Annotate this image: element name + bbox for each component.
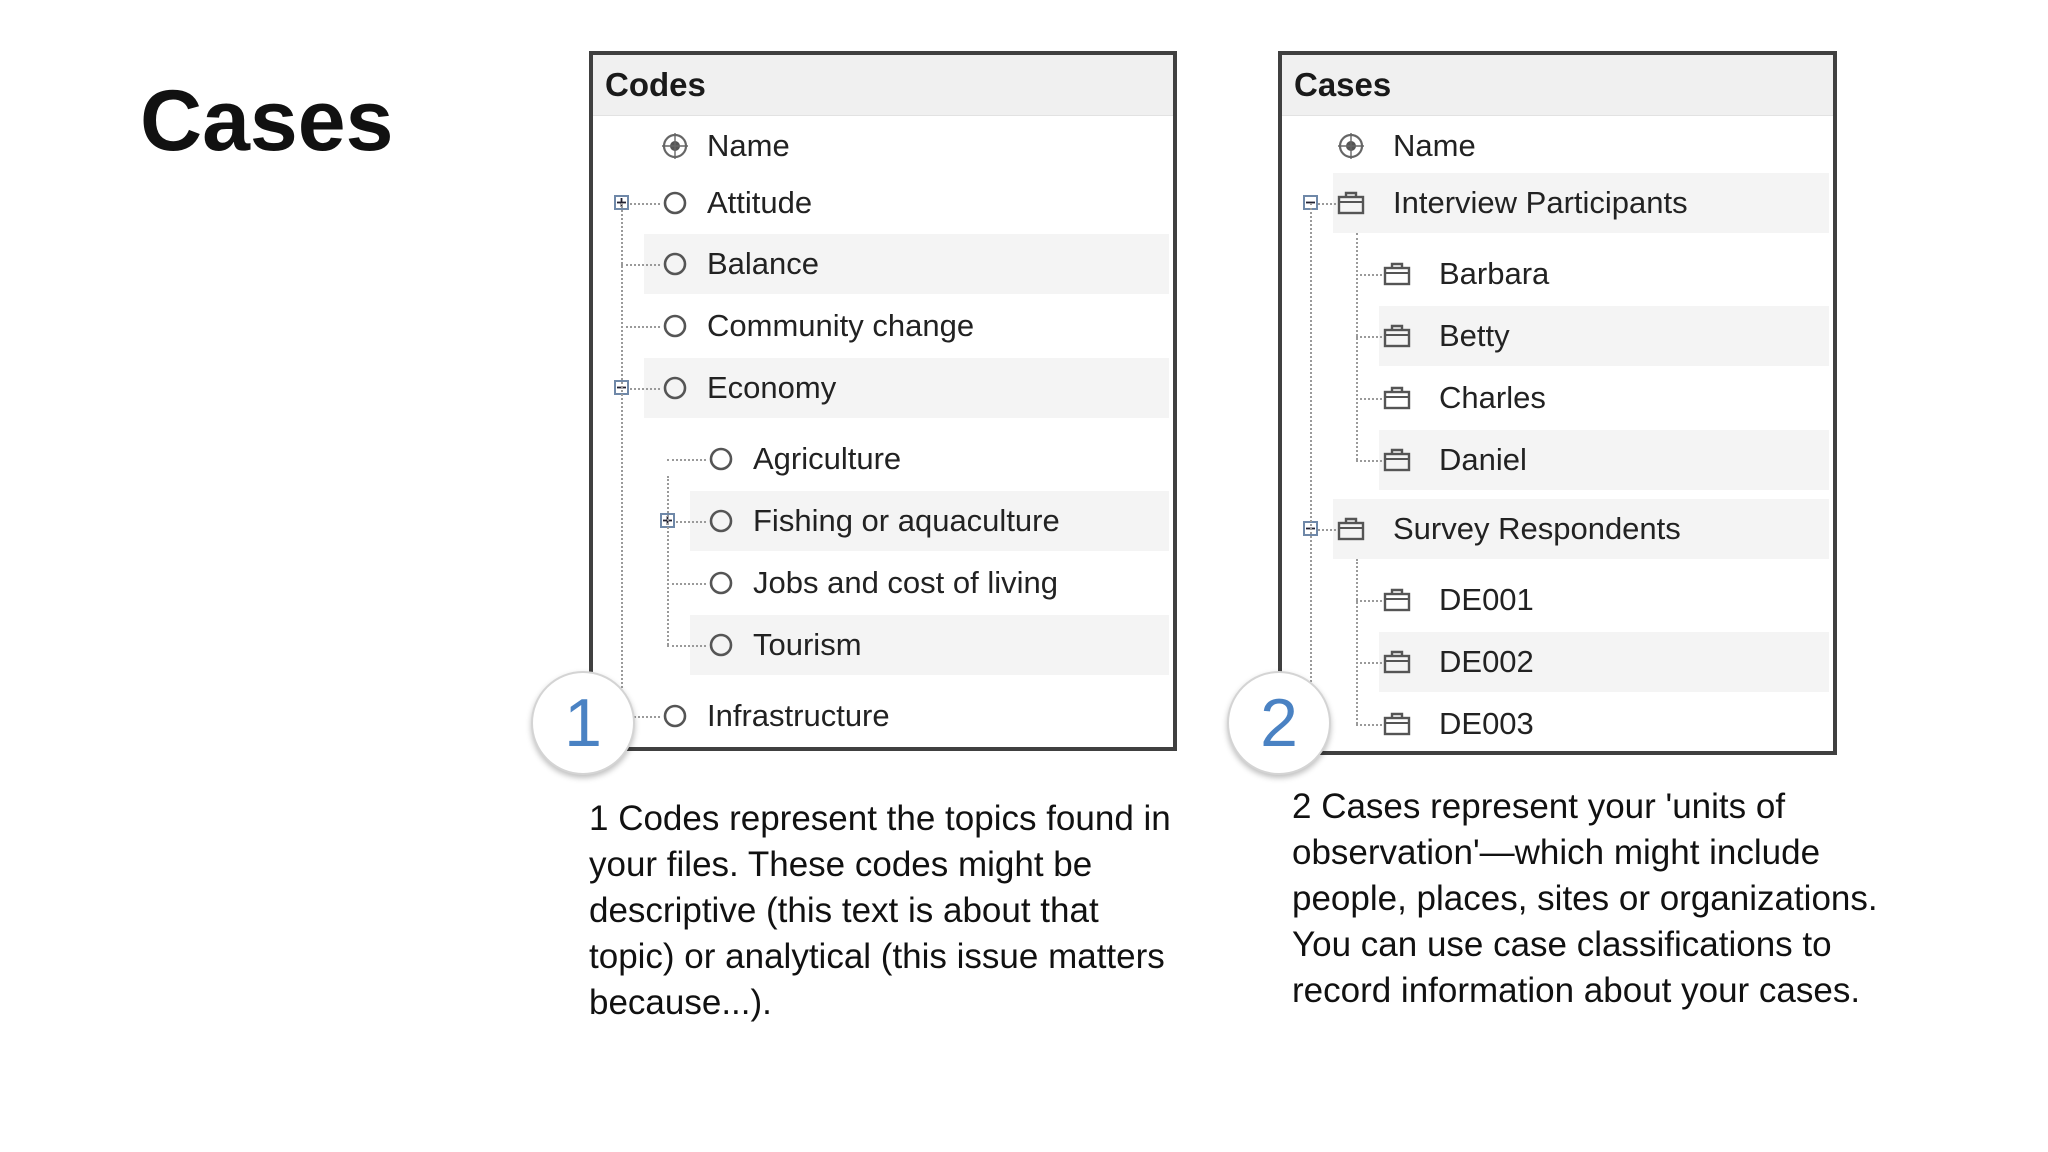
circle-node-icon [660, 234, 690, 294]
name-column-label: Name [1393, 128, 1476, 163]
tree-item-label: Attitude [707, 185, 813, 220]
circle-node-icon [660, 296, 690, 356]
tree-connector [1356, 600, 1382, 602]
tree-item-label: Betty [1439, 318, 1510, 353]
circle-node-icon [660, 358, 690, 418]
tree-row[interactable] [1282, 368, 1833, 428]
tree-row[interactable] [1282, 694, 1833, 754]
circle-node-icon [706, 553, 736, 613]
case-folder-icon [1382, 306, 1412, 366]
case-folder-icon [1336, 173, 1366, 233]
sort-target-icon[interactable] [1336, 116, 1366, 176]
circle-node-icon [706, 429, 736, 489]
cases-panel [1278, 51, 1837, 755]
codes-panel-header: Codes [593, 55, 1173, 116]
callout-badge-2: 2 [1227, 671, 1331, 775]
tree-connector [1356, 274, 1382, 276]
tree-connector [667, 645, 706, 647]
case-folder-icon [1382, 244, 1412, 304]
tree-item-label: Barbara [1439, 256, 1550, 291]
tree-item-label: Charles [1439, 380, 1546, 415]
tree-connector [667, 583, 706, 585]
tree-trunk-line [667, 476, 669, 645]
circle-node-icon [660, 686, 690, 746]
tree-connector [1356, 460, 1382, 462]
tree-item-label: Interview Participants [1393, 185, 1688, 220]
tree-row[interactable] [593, 234, 1173, 294]
tree-connector [667, 459, 706, 461]
tree-item-label: Jobs and cost of living [753, 565, 1059, 600]
case-folder-icon [1382, 632, 1412, 692]
tree-row[interactable] [593, 358, 1173, 418]
case-folder-icon [1336, 499, 1366, 559]
tree-item-label: Tourism [753, 627, 862, 662]
tree-row[interactable] [1282, 306, 1833, 366]
tree-row[interactable] [1282, 499, 1833, 559]
tree-row[interactable] [1282, 430, 1833, 490]
tree-connector [1356, 724, 1382, 726]
case-folder-icon [1382, 430, 1412, 490]
tree-connector [1356, 398, 1382, 400]
tree-connector [1356, 662, 1382, 664]
codes-caption: 1 Codes represent the topics found in your files. These codes might be descriptive (this text is about that topic) or analytical (this issue matters because...). [589, 799, 1171, 1022]
tree-item-label: Fishing or aquaculture [753, 503, 1060, 538]
tree-row[interactable] [1282, 570, 1833, 630]
tree-connector [1356, 336, 1382, 338]
circle-node-icon [706, 491, 736, 551]
name-column-label: Name [707, 128, 790, 163]
tree-row[interactable] [1282, 632, 1833, 692]
tree-trunk-line [1310, 203, 1312, 755]
tree-item-label: Community change [707, 308, 975, 343]
name-column-header[interactable] [593, 116, 1173, 176]
sort-target-icon[interactable] [660, 116, 690, 176]
case-folder-icon [1382, 694, 1412, 754]
tree-row[interactable] [593, 553, 1173, 613]
tree-item-label: Daniel [1439, 442, 1527, 477]
callout-badge-1: 1 [531, 671, 635, 775]
tree-row[interactable] [593, 491, 1173, 551]
tree-row[interactable] [593, 686, 1173, 746]
tree-row[interactable] [593, 429, 1173, 489]
tree-trunk-line [1356, 233, 1358, 460]
tree-item-label: Survey Respondents [1393, 511, 1681, 546]
tree-row[interactable] [1282, 244, 1833, 304]
tree-item-label: DE002 [1439, 644, 1534, 679]
tree-trunk-line [1356, 559, 1358, 724]
tree-item-label: Infrastructure [707, 698, 890, 733]
tree-connector [621, 326, 660, 328]
cases-panel-header: Cases [1282, 55, 1833, 116]
tree-item-label: Agriculture [753, 441, 902, 476]
tree-row[interactable] [593, 296, 1173, 356]
tree-item-label: Balance [707, 246, 820, 281]
tree-item-label: Economy [707, 370, 837, 405]
slide-title: Cases [140, 73, 394, 169]
tree-trunk-line [621, 203, 623, 751]
tree-row[interactable] [1282, 173, 1833, 233]
tree-item-label: DE003 [1439, 706, 1534, 741]
case-folder-icon [1382, 368, 1412, 428]
case-folder-icon [1382, 570, 1412, 630]
tree-row[interactable] [593, 615, 1173, 675]
cases-caption: 2 Cases represent your 'units of observation'—which might include people, places, sites or organizations. You can use case classifications to record information about your cases. [1292, 787, 1878, 1010]
name-column-header[interactable] [1282, 116, 1833, 176]
circle-node-icon [706, 615, 736, 675]
circle-node-icon [660, 173, 690, 233]
tree-row[interactable] [593, 173, 1173, 233]
codes-panel [589, 51, 1177, 751]
tree-item-label: DE001 [1439, 582, 1534, 617]
tree-connector [621, 264, 660, 266]
